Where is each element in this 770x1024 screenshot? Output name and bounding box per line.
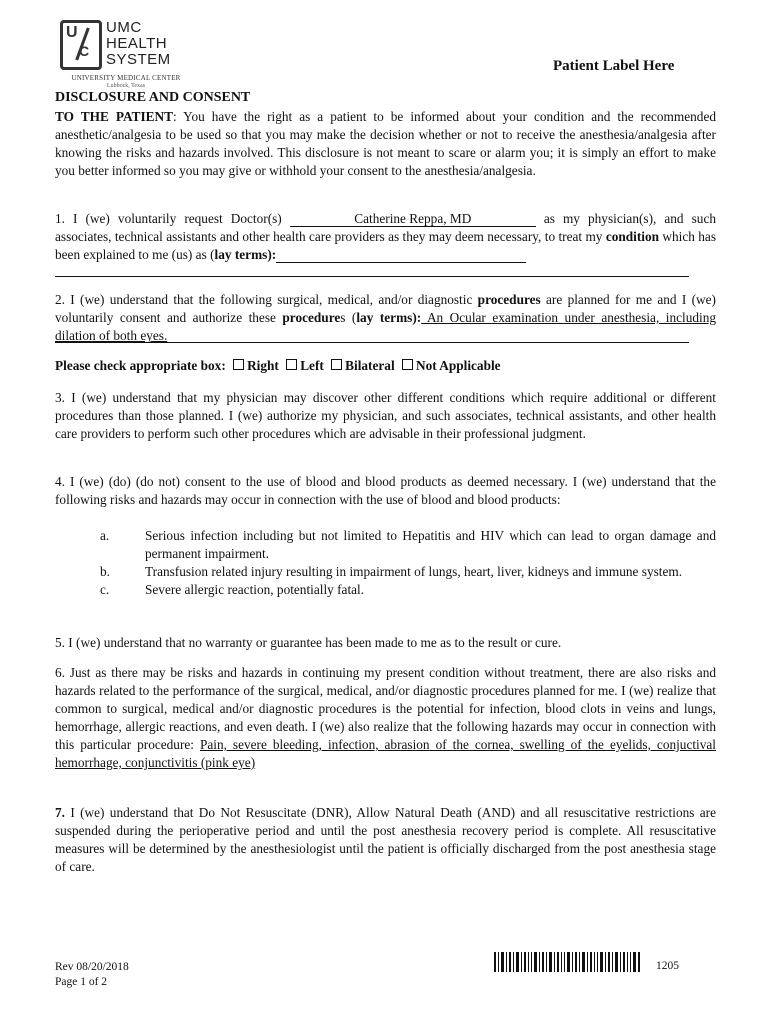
intro-lead: TO THE PATIENT: [55, 109, 173, 124]
item-2-mid: are planned for me and I (we) voluntarily consent and authorize these: [55, 292, 716, 325]
item-7-text: I (we) understand that Do Not Resuscitate (DNR), Allow Natural Death (AND) and all resuscitative restrictions are suspended during the perioperative period and until the post anesthesia recovery period is complete. All resuscitative measures will be determined by the anesthesiologist until the patient is officially discharged from the post anesthesia stage of care.: [55, 805, 716, 874]
logo-line-2: HEALTH: [106, 35, 168, 52]
form-title: DISCLOSURE AND CONSENT: [55, 90, 251, 105]
item-1-post: as my physician(s), and such associates, technical assistants and other health care providers as they may deem necessary, to treat my: [55, 211, 716, 244]
procedures-word-1: procedures: [477, 292, 541, 307]
item-7: [55, 804, 716, 876]
lay-terms-label-1: lay terms):: [214, 247, 277, 262]
revision-date: Rev 08/20/2018: [55, 961, 129, 973]
checkbox-line-label: Please check appropriate box:: [55, 358, 226, 373]
procedure-field-line: [55, 342, 689, 343]
revision-info: [55, 960, 129, 990]
item-2-pre: 2. I (we) understand that the following surgical, medical, and/or diagnostic: [55, 292, 478, 307]
list-item-label: b.: [100, 564, 110, 579]
logo-line-3: SYSTEM: [106, 51, 171, 68]
list-item: [55, 563, 716, 581]
lay-terms-label-2: lay terms):: [356, 310, 422, 325]
logo-line-1: UMC: [106, 19, 142, 36]
item-3: 3. I (we) understand that my physician may discover other different conditions which require additional or different procedures than those planned. I (we) authorize my physician, and such associates, technical assistants, and other health care providers to perform such other procedures which are advisable in their professional judgment.: [55, 390, 716, 441]
condition-field[interactable]: [276, 248, 526, 263]
list-item-text: Transfusion related injury resulting in impairment of lungs, heart, liver, kidneys and immune system.: [145, 564, 683, 579]
page-number: Page 1 of 2: [55, 976, 108, 988]
item-2: [55, 291, 716, 345]
list-item-label: a.: [100, 528, 110, 543]
list-item: [55, 581, 716, 599]
logo-subtitle: UNIVERSITY MEDICAL CENTER: [71, 74, 181, 82]
patient-label-placeholder: Patient Label Here: [553, 58, 675, 74]
procedure-description[interactable]: An Ocular examination under anesthesia, including dilation of both eyes.: [55, 310, 716, 343]
condition-field-line-2[interactable]: [55, 276, 689, 277]
list-item-label: c.: [100, 582, 110, 597]
left-label: Left: [300, 358, 324, 373]
side-checkbox-line: [55, 357, 716, 375]
left-checkbox[interactable]: [286, 359, 297, 370]
not-applicable-label: Not Applicable: [415, 358, 501, 373]
barcode-icon: [494, 952, 640, 972]
item-2-s: s (: [340, 310, 357, 325]
item-1-mid: which has been explained to me (us) as (: [55, 229, 717, 262]
item-7-number: 7.: [55, 805, 65, 820]
right-checkbox[interactable]: [233, 359, 244, 370]
list-item-text: Severe allergic reaction, potentially fatal.: [145, 582, 365, 597]
doctor-field[interactable]: [290, 212, 536, 227]
item-5: 5. I (we) understand that no warranty or guarantee has been made to me as to the result or cure.: [55, 635, 562, 650]
procedure-hazards[interactable]: Pain, severe bleeding, infection, abrasion of the cornea, swelling of the eyelids, conjuctival hemorrhage, conjunctivitis (pink eye): [55, 737, 716, 770]
bilateral-label: Bilateral: [345, 358, 395, 373]
item-1: [55, 210, 716, 264]
list-item-text: Serious infection including but not limited to Hepatitis and HIV which can lead to organ damage and permanent impairment.: [145, 528, 716, 561]
item-4-sublist: [55, 527, 716, 599]
condition-word: condition: [605, 229, 660, 244]
list-item: [55, 527, 716, 563]
item-6: [55, 664, 716, 772]
item-1-pre: 1. I (we) voluntarily request Doctor(s): [55, 211, 290, 226]
doctor-name: Catherine Reppa, MD: [354, 211, 472, 226]
umc-emblem-icon: U C: [60, 20, 102, 70]
umc-logo: [56, 14, 186, 89]
barcode-number: 1205: [656, 960, 679, 972]
item-4: 4. I (we) (do) (do not) consent to the use of blood and blood products as deemed necessary. I (we) understand that the following risks and hazards may occur in connection with the use of blood and blood products:: [55, 474, 716, 507]
item-6-text: 6. Just as there may be risks and hazards in continuing my present condition without treatment, there are also risks and hazards related to the performance of the surgical, medical, and/or diagnostic procedures planned for me. I (we) realize that common to surgical, medical and/or diagnostic procedures is the potential for infection, blood clots in veins and lungs, hemorrhage, allergic reactions, and even death. I (we) also realize that the following hazards may occur in connection with this particular procedure:: [55, 665, 716, 752]
procedures-word-2: procedure: [282, 310, 341, 325]
intro-text: : You have the right as a patient to be informed about your condition and the recommended anesthetic/analgesia to be used so that you may make the decision whether or not to receive the anesthesia/analgesia after knowing the risks and hazards involved. This disclosure is not meant to scare or alarm you; it is simply an effort to make you better informed so you may give or withhold your consent to the anesthesia/analgesia.: [55, 109, 716, 178]
right-label: Right: [247, 358, 279, 373]
intro-paragraph: [55, 108, 716, 180]
logo-location: Lubbock, Texas: [106, 83, 146, 89]
bilateral-checkbox[interactable]: [331, 359, 342, 370]
not-applicable-checkbox[interactable]: [402, 359, 413, 370]
